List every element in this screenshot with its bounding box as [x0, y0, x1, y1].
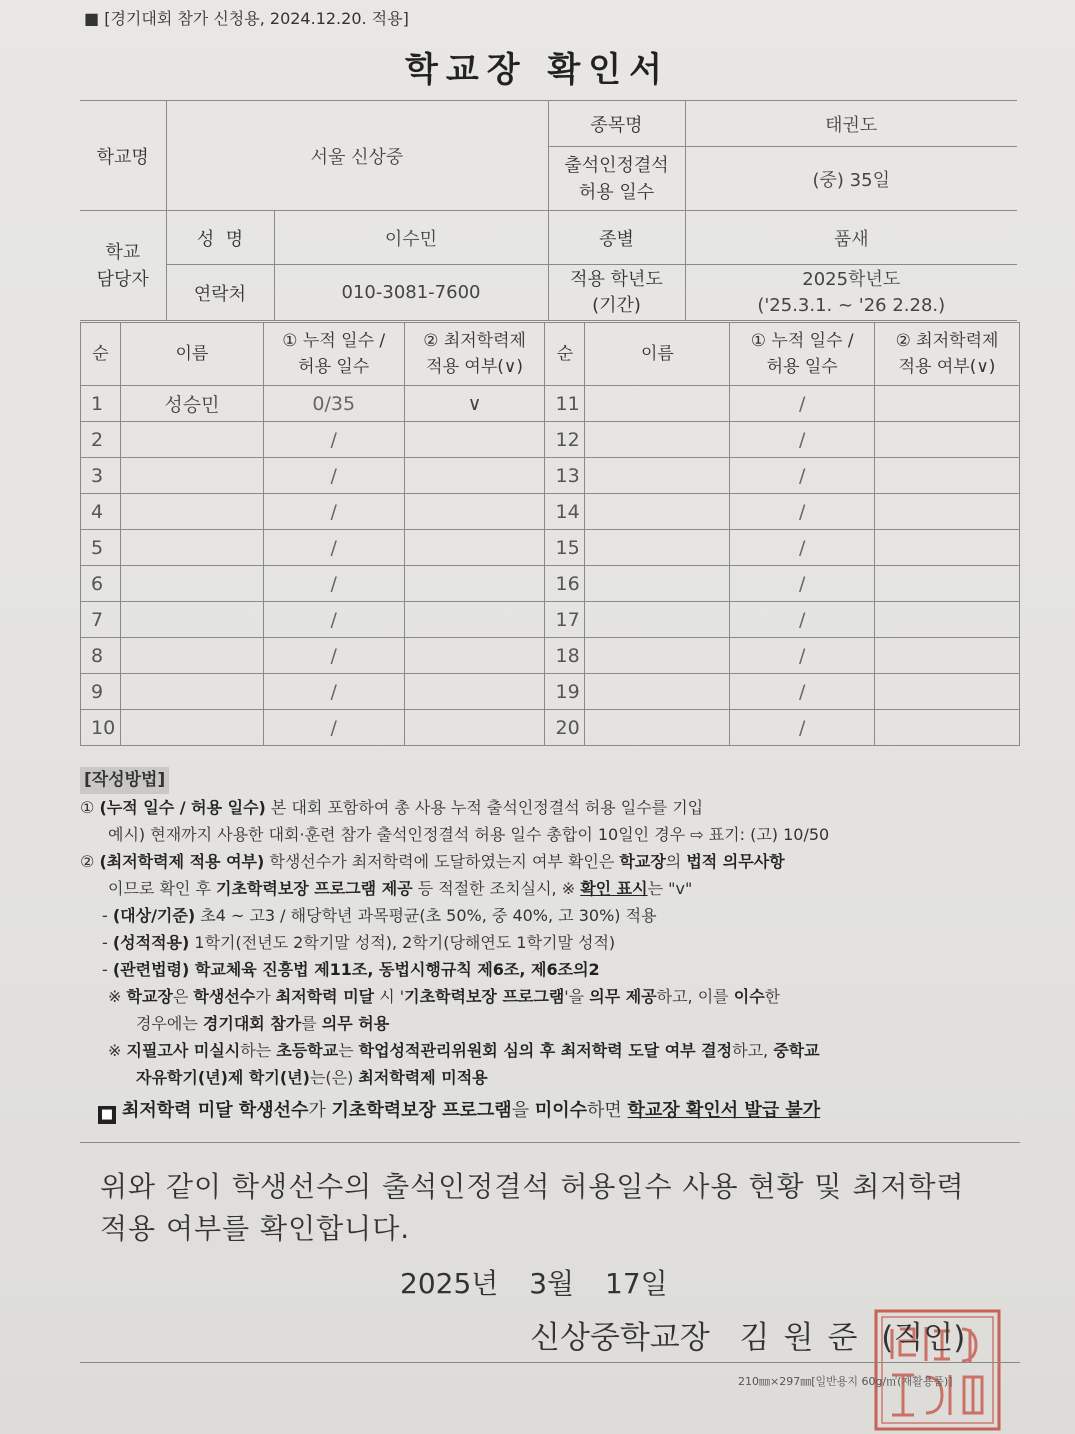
year-label-line1: 적용 학년도	[570, 268, 663, 290]
table-row	[81, 674, 1020, 710]
row-days-2: /	[730, 458, 875, 494]
table-row	[81, 530, 1020, 566]
info-table	[80, 100, 1017, 321]
method-line-5	[80, 902, 1030, 929]
row-no-2: 13	[545, 458, 585, 494]
row-name	[120, 602, 263, 638]
table-row	[81, 710, 1020, 746]
m6b: (성적적용)	[112, 933, 190, 952]
row-name-2	[585, 710, 730, 746]
row-days: 0/35	[263, 386, 404, 422]
m4d: 확인 표시	[580, 879, 648, 898]
m3a: ②	[80, 852, 100, 871]
table-row	[81, 566, 1020, 602]
manager-label-line2: 담당자	[96, 268, 149, 290]
row-days: /	[263, 674, 404, 710]
row-name-2	[585, 674, 730, 710]
date-year: 2025년	[400, 1267, 499, 1300]
m8d: 학생선수	[193, 987, 256, 1006]
wa: 최저학력 미달 학생선수	[122, 1100, 309, 1121]
m5a: -	[102, 906, 113, 925]
table-row	[81, 494, 1020, 530]
col-days-header-line1: ① 누적 일수 /	[282, 331, 386, 351]
m10f: 학업성적관리위원회 심의 후 최저학력 도달 여부 결정	[358, 1041, 733, 1060]
col-min-header-line2: 적용 여부(∨)	[426, 357, 523, 377]
row-check	[404, 530, 545, 566]
col-min-header	[404, 323, 545, 386]
year-value	[685, 265, 1017, 321]
m11c: 최저학력제 미적용	[358, 1068, 488, 1087]
method-line-10	[80, 1037, 1030, 1064]
row-days-2: /	[730, 530, 875, 566]
m1c: 본 대회 포함하여 총 사용 누적 출석인정결석 허용 일수를 기입	[265, 798, 704, 817]
method-line-7	[80, 956, 1030, 983]
row-check-2	[875, 602, 1020, 638]
row-no: 7	[81, 602, 121, 638]
table-row	[81, 602, 1020, 638]
row-check-2	[875, 422, 1020, 458]
m9a: 경우에는	[136, 1014, 203, 1033]
row-days-2: /	[730, 602, 875, 638]
students-table	[80, 322, 1020, 746]
row-no-2: 12	[545, 422, 585, 458]
year-label-line2: (기간)	[592, 294, 641, 316]
row-name	[120, 638, 263, 674]
row-name	[120, 674, 263, 710]
m4b: 기초학력보장 프로그램 제공	[216, 879, 413, 898]
school-label: 학교명	[80, 101, 166, 211]
row-check: ∨	[404, 386, 545, 422]
col-min-header-2-line1: ② 최저학력제	[895, 331, 999, 351]
row-no: 6	[81, 566, 121, 602]
row-no: 2	[81, 422, 121, 458]
writing-method	[80, 766, 1030, 1124]
col-min-header-2-line2: 적용 여부(∨)	[898, 357, 996, 377]
m10e: 는	[338, 1041, 359, 1060]
divider-bottom	[80, 1362, 1020, 1363]
row-check-2	[875, 386, 1020, 422]
m8f: 최저학력 미달	[275, 987, 375, 1006]
date-month: 3월	[529, 1267, 575, 1300]
col-name-header-2: 이름	[585, 323, 730, 386]
row-check-2	[875, 458, 1020, 494]
table-row	[81, 386, 1020, 422]
confirm-line-1: 위와 같이 학생선수의 출석인정결석 허용일수 사용 현황 및 최저학력	[100, 1170, 965, 1203]
m7b: (관련법령) 학교체육 진흥법 제11조, 동법시행규칙 제6조, 제6조의2	[112, 960, 600, 979]
method-line-11	[80, 1064, 1030, 1091]
allow-days-label-line2: 허용 일수	[578, 181, 655, 203]
col-no-header: 순	[81, 323, 121, 386]
m8m: 한	[764, 987, 781, 1006]
row-name-2	[585, 422, 730, 458]
row-name-2	[585, 494, 730, 530]
row-name-2	[585, 638, 730, 674]
m1a: ①	[80, 798, 100, 817]
row-check	[404, 710, 545, 746]
m10a: ※	[108, 1041, 127, 1060]
row-no: 3	[81, 458, 121, 494]
table-row	[81, 422, 1020, 458]
col-days-header	[263, 323, 404, 386]
confirm-line-2: 적용 여부를 확인합니다.	[100, 1212, 411, 1245]
row-check-2	[875, 638, 1020, 674]
row-check-2	[875, 530, 1020, 566]
m3b: (최저학력제 적용 여부)	[99, 852, 265, 871]
event-value: 태권도	[685, 101, 1017, 147]
year-value-line2: ('25.3.1. ~ '26 2.28.)	[757, 294, 946, 316]
we: 미이수	[534, 1100, 587, 1121]
table-row	[81, 638, 1020, 674]
m8b: 학교장	[126, 987, 173, 1006]
warning-line	[80, 1097, 1030, 1124]
row-check	[404, 674, 545, 710]
method-title: [작성방법]	[80, 767, 169, 794]
m4e: 는 "v"	[647, 879, 693, 898]
row-days: /	[263, 566, 404, 602]
year-label	[548, 265, 685, 321]
contact-value: 010-3081-7600	[274, 265, 548, 321]
m3d: 학교장	[619, 852, 666, 871]
row-name-2	[585, 602, 730, 638]
header-note: ■ [경기대회 참가 신청용, 2024.12.20. 적용]	[84, 9, 409, 28]
row-no-2: 15	[545, 530, 585, 566]
year-value-line1: 2025학년도	[802, 268, 901, 290]
warning-icon: ■	[98, 1106, 116, 1124]
m3c: 학생선수가 최저학력에 도달하였는지 여부 확인은	[264, 852, 620, 871]
row-days: /	[263, 638, 404, 674]
table-row	[81, 458, 1020, 494]
m8h: 기초학력보장 프로그램	[404, 987, 565, 1006]
category-label: 종별	[548, 211, 685, 265]
col-no-header-2: 순	[545, 323, 585, 386]
m1b: (누적 일수 / 허용 일수)	[99, 798, 266, 817]
event-label: 종목명	[548, 101, 685, 147]
row-days: /	[263, 602, 404, 638]
row-check	[404, 422, 545, 458]
row-no-2: 11	[545, 386, 585, 422]
row-days: /	[263, 530, 404, 566]
wg: 학교장 확인서 발급 불가	[627, 1100, 821, 1121]
row-check	[404, 494, 545, 530]
page-title: 학교장 확인서	[405, 50, 670, 90]
row-check-2	[875, 674, 1020, 710]
col-days-header-2-line1: ① 누적 일수 /	[750, 331, 854, 351]
row-no: 8	[81, 638, 121, 674]
allow-days-label	[548, 147, 685, 211]
row-name: 성승민	[120, 386, 263, 422]
m11a: 자유학기(년)제 학기(년)	[136, 1068, 310, 1087]
m6c: 1학기(전년도 2학기말 성적), 2학기(당해연도 1학기말 성적)	[189, 933, 616, 952]
confirmation-text	[100, 1166, 1030, 1250]
row-name-2	[585, 386, 730, 422]
row-name	[120, 566, 263, 602]
school-value: 서울 신상중	[166, 101, 548, 211]
col-days-header-2	[730, 323, 875, 386]
row-days-2: /	[730, 386, 875, 422]
method-line-3	[80, 848, 1030, 875]
m8l: 이수	[733, 987, 765, 1006]
row-days-2: /	[730, 494, 875, 530]
m9c: 를	[301, 1014, 322, 1033]
name-label: 성 명	[166, 211, 274, 265]
row-no-2: 17	[545, 602, 585, 638]
signature-block	[530, 1312, 965, 1357]
m4a: 이므로 확인 후	[108, 879, 216, 898]
m3f: 법적 의무사항	[686, 852, 785, 871]
m8c: 은	[172, 987, 194, 1006]
category-value: 품새	[685, 211, 1017, 265]
row-no-2: 19	[545, 674, 585, 710]
row-no: 5	[81, 530, 121, 566]
m8i: '을	[564, 987, 590, 1006]
divider-top	[80, 1142, 1020, 1143]
wc: 기초학력보장 프로그램	[331, 1100, 512, 1121]
method-line-9	[80, 1010, 1030, 1037]
allow-days-label-line1: 출석인정결석	[564, 154, 669, 176]
row-check	[404, 602, 545, 638]
row-days-2: /	[730, 638, 875, 674]
m7a: -	[102, 960, 113, 979]
m3e: 의	[665, 852, 687, 871]
row-name	[120, 710, 263, 746]
row-days: /	[263, 494, 404, 530]
row-name-2	[585, 566, 730, 602]
row-name-2	[585, 458, 730, 494]
row-no: 9	[81, 674, 121, 710]
row-no: 4	[81, 494, 121, 530]
contact-label: 연락처	[166, 265, 274, 321]
date-day: 17일	[605, 1267, 668, 1300]
row-days: /	[263, 710, 404, 746]
manager-name: 이수민	[274, 211, 548, 265]
wf: 하면	[587, 1100, 628, 1121]
method-line-6	[80, 929, 1030, 956]
m8k: 하고, 이를	[656, 987, 734, 1006]
allow-days-value: (중) 35일	[685, 147, 1017, 211]
wd: 을	[511, 1100, 535, 1121]
m8j: 의무 제공	[589, 987, 657, 1006]
m10h: 중학교	[773, 1041, 820, 1060]
m5b: (대상/기준)	[112, 906, 196, 925]
row-name	[120, 494, 263, 530]
m11b: 는(은)	[309, 1068, 359, 1087]
row-days-2: /	[730, 674, 875, 710]
m10g: 하고,	[732, 1041, 774, 1060]
m5c: 초4 ~ 고3 / 해당학년 과목평균(초 50%, 중 40%, 고 30%) 적용	[195, 906, 657, 925]
manager-label	[80, 211, 166, 321]
row-no-2: 18	[545, 638, 585, 674]
method-line-2: 예시) 현재까지 사용한 대회·훈련 참가 출석인정결석 허용 일수 총합이 10일인 경우 ⇨ 표기: (고) 10/50	[108, 825, 830, 844]
paper-spec: 210㎜×297㎜[일반용지 60g/㎡(재활용품)]	[738, 1375, 953, 1388]
row-name	[120, 422, 263, 458]
m8e: 가	[255, 987, 276, 1006]
col-name-header: 이름	[120, 323, 263, 386]
manager-label-line1: 학교	[105, 241, 141, 263]
m8g: 시 '	[374, 987, 405, 1006]
issue-date	[400, 1262, 668, 1302]
col-days-header-2-line2: 허용 일수	[766, 357, 838, 377]
row-check	[404, 638, 545, 674]
method-line-8	[80, 983, 1030, 1010]
row-days: /	[263, 422, 404, 458]
m6a: -	[102, 933, 113, 952]
row-days-2: /	[730, 710, 875, 746]
row-check	[404, 458, 545, 494]
m9d: 의무 허용	[321, 1014, 390, 1033]
row-days: /	[263, 458, 404, 494]
signer-name: 김원준	[739, 1320, 872, 1356]
row-check-2	[875, 710, 1020, 746]
row-no-2: 14	[545, 494, 585, 530]
row-no: 10	[81, 710, 121, 746]
row-name	[120, 458, 263, 494]
row-no-2: 16	[545, 566, 585, 602]
col-min-header-2	[875, 323, 1020, 386]
m4c: 등 적절한 조치실시, ※	[412, 879, 581, 898]
row-name-2	[585, 530, 730, 566]
m10b: 지필고사 미실시	[126, 1041, 241, 1060]
method-line-1	[80, 794, 1030, 821]
row-check-2	[875, 494, 1020, 530]
signer-org: 신상중학교장	[530, 1320, 710, 1356]
row-check-2	[875, 566, 1020, 602]
row-no: 1	[81, 386, 121, 422]
col-days-header-line2: 허용 일수	[298, 357, 370, 377]
m10d: 초등학교	[276, 1041, 339, 1060]
row-days-2: /	[730, 422, 875, 458]
m9b: 경기대회 참가	[202, 1014, 302, 1033]
row-days-2: /	[730, 566, 875, 602]
row-no-2: 20	[545, 710, 585, 746]
seal-note: (직인)	[881, 1320, 966, 1356]
m8a: ※	[108, 987, 127, 1006]
wb: 가	[308, 1100, 332, 1121]
method-line-4	[80, 875, 1030, 902]
m10c: 하는	[240, 1041, 277, 1060]
row-check	[404, 566, 545, 602]
col-min-header-line1: ② 최저학력제	[423, 331, 526, 351]
row-name	[120, 530, 263, 566]
